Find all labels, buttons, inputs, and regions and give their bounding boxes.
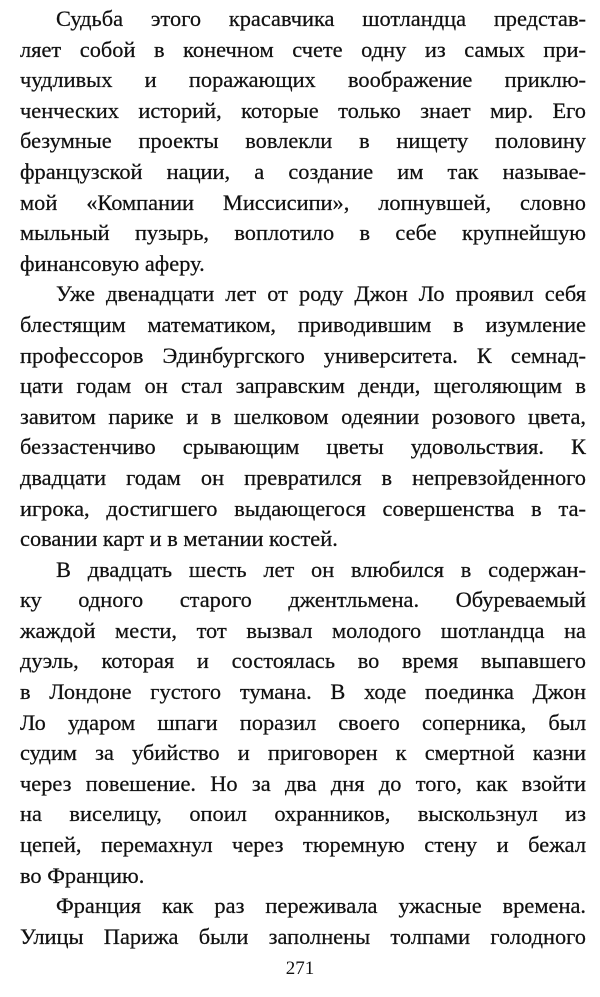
- text-line: ку одного старого джентльмена. Обуреваемый: [20, 587, 586, 613]
- text-line: беззастенчиво срывающим цветы удовольствия. К: [20, 434, 586, 460]
- text-line: двадцати годам он превратился в непревзойденного: [20, 464, 586, 490]
- text-line: мыльный пузырь, воплотило в себе крупнейшую: [20, 220, 586, 246]
- text-line: финансовую аферу.: [20, 250, 205, 276]
- text-line: ченческих историй, которые только знает мир. Его: [20, 97, 586, 123]
- text-line: Судьба этого красавчика шотландца представ-: [56, 6, 586, 31]
- text-line: Франция как раз переживала ужасные времена.: [56, 893, 586, 919]
- text-line: жаждой мести, тот вызвал молодого шотландца на: [20, 617, 586, 643]
- page-body: [20, 4, 586, 952]
- paragraph: [20, 279, 586, 554]
- text-line: безумные проекты вовлекли в нищету половину: [20, 128, 586, 154]
- text-line: цепей, перемахнул через тюремную стену и бежал: [20, 832, 586, 858]
- text-line: профессоров Эдинбургского университета. К семнад-: [20, 342, 586, 368]
- text-line: Уже двенадцати лет от роду Джон Ло проявил себя: [56, 281, 586, 307]
- text-line: французской нации, а создание им так называе-: [20, 158, 586, 184]
- text-line: мой «Компании Миссисипи», лопнувшей, словно: [20, 189, 586, 215]
- text-line: совании карт и в метании костей.: [20, 526, 338, 552]
- text-line: Ло ударом шпаги поразил своего соперника, был: [20, 709, 586, 735]
- text-line: в Лондоне густого тумана. В ходе поединка Джон: [20, 679, 586, 705]
- text-line: чудливых и поражающих воображение приклю-: [20, 67, 586, 93]
- text-line: ляет собой в конечном счете одну из самых при-: [20, 36, 586, 62]
- paragraph: [20, 4, 586, 279]
- text-line: В двадцать шесть лет он влюбился в содержан-: [56, 556, 586, 582]
- text-line: блестящим математиком, приводившим в изумление: [20, 311, 586, 337]
- text-line: во Францию.: [20, 862, 145, 888]
- paragraph: [20, 891, 586, 952]
- paragraph: [20, 555, 586, 892]
- text-line: судим за убийство и приговорен к смертной казни: [20, 740, 586, 766]
- text-line: на виселицу, опоил охранников, выскользнул из: [20, 801, 586, 827]
- text-line: игрока, достигшего выдающегося совершенства в та-: [20, 495, 586, 521]
- text-line: завитом парике и в шелковом одеянии розового цвета,: [20, 403, 586, 429]
- text-line: цати годам он стал заправским денди, щеголяющим в: [20, 373, 586, 399]
- text-line: через повешение. Но за два дня до того, как взойти: [20, 770, 586, 796]
- text-line: Улицы Парижа были заполнены толпами голодного: [20, 923, 586, 949]
- text-line: дуэль, которая и состоялась во время выпавшего: [20, 648, 586, 674]
- page-number: 271: [285, 958, 315, 979]
